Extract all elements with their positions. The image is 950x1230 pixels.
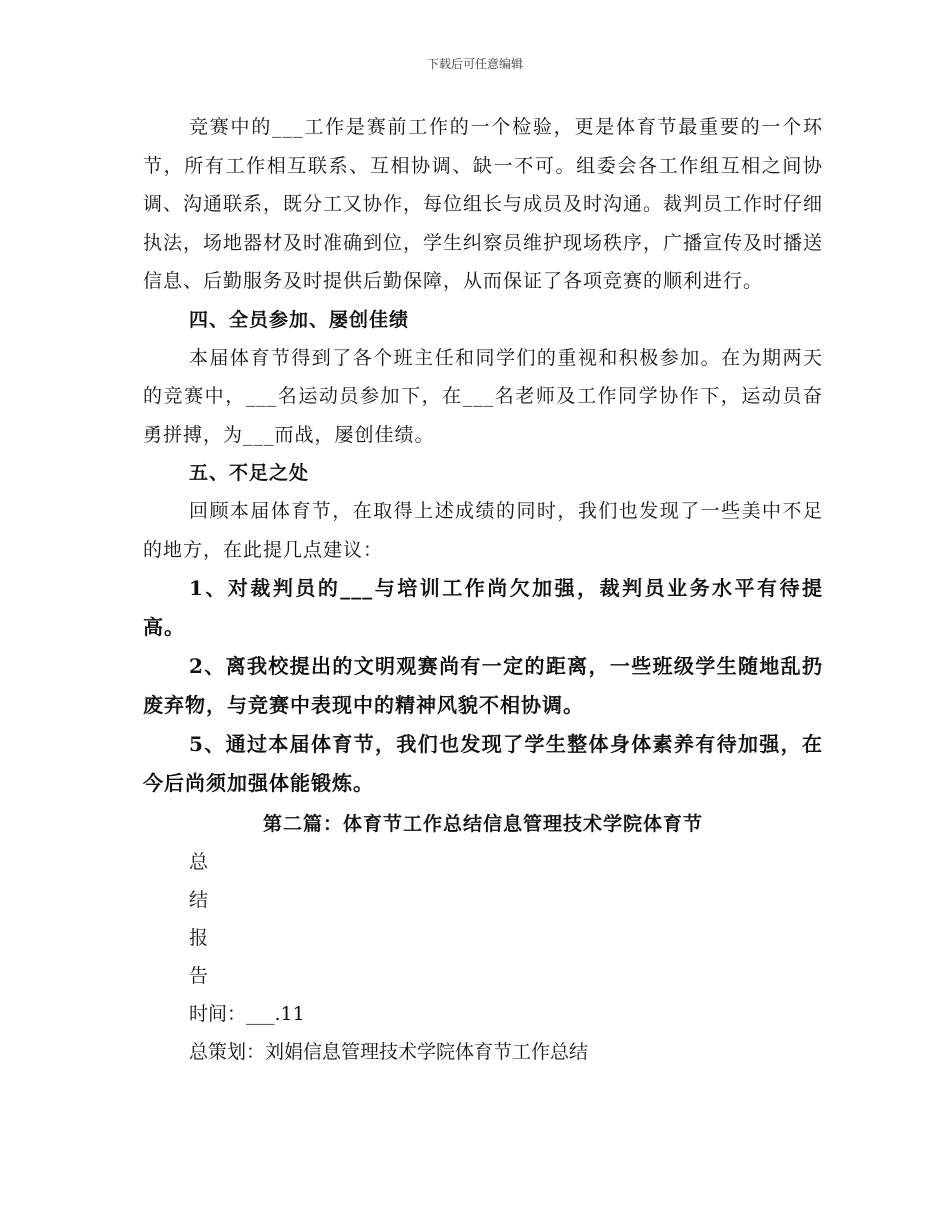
- part2-char-2: 结: [189, 889, 209, 911]
- part2-title: 第二篇：体育节工作总结信息管理技术学院体育节: [262, 813, 703, 835]
- page-header: 下载后可任意编辑: [426, 57, 523, 71]
- suggestion-2: 2、离我校提出的文明观赛尚有一定的距离，一些班级学生随地乱扔废弃物，与竞赛中表现中的精神风貌不相协调。: [143, 654, 823, 717]
- paragraph-participation: 本届体育节得到了各个班主任和同学们的重视和积极参加。在为期两天的竞赛中，___名运动员参加下，在___名老师及工作同学协作下，运动员奋勇拼搏，为___而战，屡创佳绩。: [143, 346, 823, 446]
- document-body: [143, 108, 823, 1071]
- suggestion-1: 1、对裁判员的___与培训工作尚欠加强，裁判员业务水平有待提高。: [143, 576, 823, 639]
- paragraph-competition-work: 竞赛中的___工作是赛前工作的一个检验，更是体育节最重要的一个环节，所有工作相互联系、互相协调、缺一不可。组委会各工作组互相之间协调、沟通联系，既分工又协作，每位组长与成员及时沟通。裁判员工作时仔细执法，场地器材及时准确到位，学生纠察员维护现场秩序，广播宣传及时播送信息、后勤服务及时提供后勤保障，从而保证了各项竞赛的顺利进行。: [143, 116, 824, 292]
- part2-char-1: 总: [189, 851, 209, 873]
- section-heading-4: 四、全员参加、屡创佳绩: [189, 308, 410, 331]
- paragraph-review: 回顾本届体育节，在取得上述成绩的同时，我们也发现了一些美中不足的地方，在此提几点建议：: [143, 500, 823, 561]
- part2-char-3: 报: [189, 927, 209, 949]
- section-heading-5: 五、不足之处: [189, 462, 310, 484]
- part2-time: 时间：___.11: [189, 1003, 305, 1025]
- suggestion-3: 5、通过本届体育节，我们也发现了学生整体身体素养有待加强，在今后尚须加强体能锻炼。: [143, 732, 823, 795]
- part2-char-4: 告: [189, 965, 209, 987]
- part2-planner: 总策划：刘娟信息管理技术学院体育节工作总结: [189, 1041, 589, 1063]
